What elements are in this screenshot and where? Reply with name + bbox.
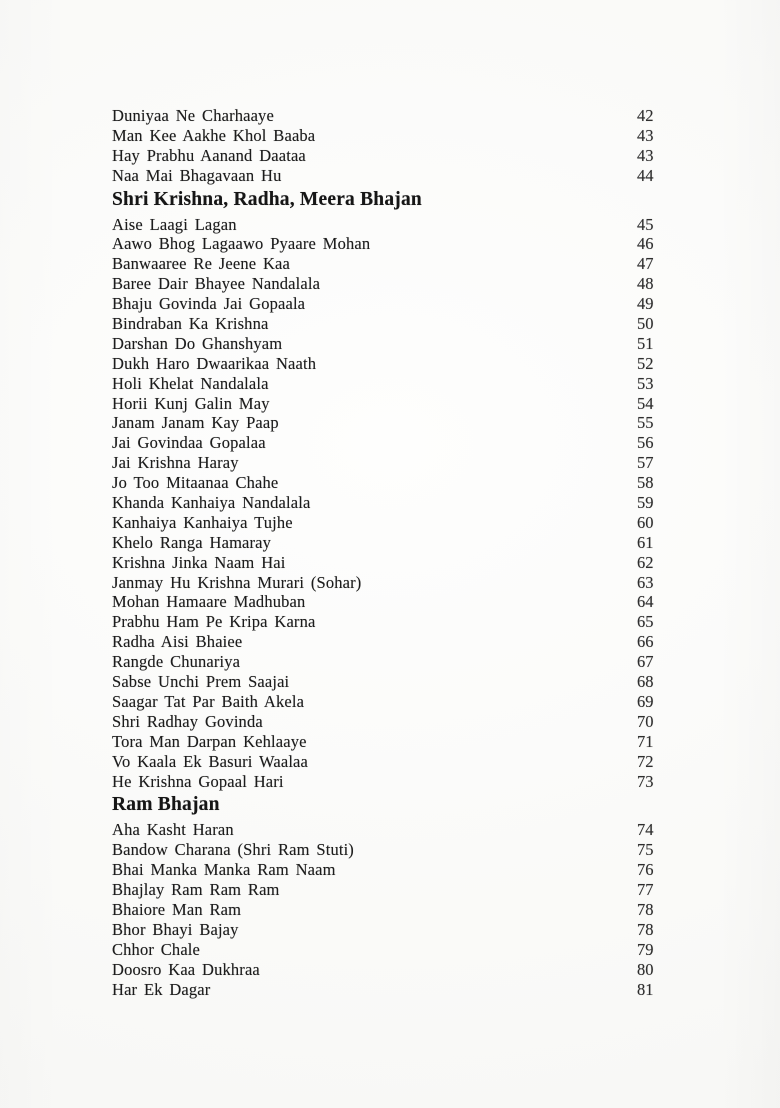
page-number: 55 xyxy=(637,413,654,433)
song-title: Darshan Do Ghanshyam xyxy=(112,333,283,353)
toc-entry xyxy=(112,146,692,166)
page-number: 47 xyxy=(637,254,654,274)
page-number: 62 xyxy=(637,552,654,572)
toc-entry xyxy=(112,166,692,186)
song-title: Saagar Tat Par Baith Akela xyxy=(112,691,305,711)
section-heading: Ram Bhajan xyxy=(112,794,220,816)
song-title: Banwaaree Re Jeene Kaa xyxy=(112,254,290,274)
toc-entry xyxy=(112,772,692,792)
song-title: Aawo Bhog Lagaawo Pyaare Mohan xyxy=(112,234,371,254)
page-number: 78 xyxy=(637,919,654,939)
toc-entry xyxy=(112,692,692,712)
song-title: Khelo Ranga Hamaray xyxy=(112,532,272,552)
song-title: Krishna Jinka Naam Hai xyxy=(112,552,286,572)
toc-entry xyxy=(112,672,692,692)
toc-entry xyxy=(112,234,692,254)
toc-entry xyxy=(112,334,692,354)
toc-entry xyxy=(112,752,692,772)
song-title: Duniyaa Ne Charhaaye xyxy=(112,106,274,125)
toc-entry xyxy=(112,880,692,900)
page-number: 60 xyxy=(637,512,654,532)
song-title: Aha Kasht Haran xyxy=(112,820,234,840)
toc-entry xyxy=(112,632,692,652)
page-number: 69 xyxy=(637,691,654,711)
page-number: 42 xyxy=(637,106,654,125)
page-number: 56 xyxy=(637,433,654,453)
page-number: 73 xyxy=(637,771,654,791)
toc-entry xyxy=(112,533,692,553)
toc-entry xyxy=(112,732,692,752)
page-number: 50 xyxy=(637,314,654,334)
toc-entry xyxy=(112,960,692,980)
page-number: 74 xyxy=(637,820,654,840)
song-title: Bhaju Govinda Jai Gopaala xyxy=(112,294,306,314)
page-number: 53 xyxy=(637,373,654,393)
song-title: Doosro Kaa Dukhraa xyxy=(112,959,260,979)
page-number: 54 xyxy=(637,393,654,413)
toc-entry xyxy=(112,553,692,573)
page-number: 43 xyxy=(637,125,654,145)
song-title: Khanda Kanhaiya Nandalala xyxy=(112,493,311,513)
toc-entry xyxy=(112,126,692,146)
song-title: Baree Dair Bhayee Nandalala xyxy=(112,274,321,294)
toc-entry xyxy=(112,106,692,126)
page-number: 65 xyxy=(637,612,654,632)
toc-entry xyxy=(112,860,692,880)
section-heading: Shri Krishna, Radha, Meera Bhajan xyxy=(112,188,422,210)
song-title: Naa Mai Bhagavaan Hu xyxy=(112,165,282,185)
page-number: 45 xyxy=(637,214,654,234)
toc-entry xyxy=(112,920,692,940)
song-title: Jo Too Mitaanaa Chahe xyxy=(112,473,279,493)
toc-entry xyxy=(112,354,692,374)
toc-entry xyxy=(112,413,692,433)
song-title: Har Ek Dagar xyxy=(112,979,211,999)
toc-entry xyxy=(112,652,692,672)
page-number: 61 xyxy=(637,532,654,552)
toc-entry xyxy=(112,592,692,612)
toc-entry xyxy=(112,374,692,394)
song-title: He Krishna Gopaal Hari xyxy=(112,771,284,791)
page-number: 57 xyxy=(637,453,654,473)
song-title: Sabse Unchi Prem Saajai xyxy=(112,672,290,692)
page-number: 81 xyxy=(637,979,654,999)
toc-entry xyxy=(112,712,692,732)
toc-entry xyxy=(112,980,692,1000)
song-title: Radha Aisi Bhaiee xyxy=(112,632,243,652)
page-number: 44 xyxy=(637,165,654,185)
toc-entry xyxy=(112,433,692,453)
song-title: Jai Govindaa Gopalaa xyxy=(112,433,266,453)
song-title: Man Kee Aakhe Khol Baaba xyxy=(112,125,316,145)
song-title: Prabhu Ham Pe Kripa Karna xyxy=(112,612,316,632)
page-number: 68 xyxy=(637,672,654,692)
toc-entry xyxy=(112,493,692,513)
page-number: 64 xyxy=(637,592,654,612)
toc-entry xyxy=(112,820,692,840)
page-number: 59 xyxy=(637,493,654,513)
page-number: 80 xyxy=(637,959,654,979)
page-number: 52 xyxy=(637,353,654,373)
page-number: 78 xyxy=(637,899,654,919)
song-title: Bandow Charana (Shri Ram Stuti) xyxy=(112,840,354,860)
toc-entry xyxy=(112,513,692,533)
song-title: Jai Krishna Haray xyxy=(112,453,239,473)
toc-entry xyxy=(112,254,692,274)
song-title: Shri Radhay Govinda xyxy=(112,711,263,731)
toc-entry xyxy=(112,394,692,414)
song-title: Janmay Hu Krishna Murari (Sohar) xyxy=(112,572,362,592)
table-of-contents xyxy=(112,106,692,999)
page-number: 66 xyxy=(637,632,654,652)
toc-entry xyxy=(112,294,692,314)
toc-entry xyxy=(112,900,692,920)
page-number: 58 xyxy=(637,473,654,493)
song-title: Dukh Haro Dwaarikaa Naath xyxy=(112,353,317,373)
song-title: Bhai Manka Manka Ram Naam xyxy=(112,860,336,880)
song-title: Bindraban Ka Krishna xyxy=(112,314,269,334)
song-title: Bhor Bhayi Bajay xyxy=(112,919,239,939)
page-number: 46 xyxy=(637,234,654,254)
toc-entry xyxy=(112,274,692,294)
page-number: 49 xyxy=(637,294,654,314)
page-number: 67 xyxy=(637,652,654,672)
song-title: Kanhaiya Kanhaiya Tujhe xyxy=(112,512,293,532)
page-number: 43 xyxy=(637,145,654,165)
page-number: 75 xyxy=(637,840,654,860)
toc-entry xyxy=(112,612,692,632)
page-number: 72 xyxy=(637,751,654,771)
page-number: 70 xyxy=(637,711,654,731)
song-title: Holi Khelat Nandalala xyxy=(112,373,269,393)
toc-entry xyxy=(112,453,692,473)
toc-entry xyxy=(112,840,692,860)
page-number: 77 xyxy=(637,880,654,900)
page-number: 71 xyxy=(637,731,654,751)
page-number: 48 xyxy=(637,274,654,294)
song-title: Horii Kunj Galin May xyxy=(112,393,270,413)
song-title: Janam Janam Kay Paap xyxy=(112,413,279,433)
song-title: Hay Prabhu Aanand Daataa xyxy=(112,145,306,165)
song-title: Tora Man Darpan Kehlaaye xyxy=(112,731,307,751)
toc-entry xyxy=(112,940,692,960)
page-number: 51 xyxy=(637,333,654,353)
toc-entry xyxy=(112,215,692,235)
song-title: Aise Laagi Lagan xyxy=(112,214,237,234)
song-title: Vo Kaala Ek Basuri Waalaa xyxy=(112,751,308,771)
page-number: 79 xyxy=(637,939,654,959)
song-title: Bhajlay Ram Ram Ram xyxy=(112,880,280,900)
page-number: 76 xyxy=(637,860,654,880)
song-title: Mohan Hamaare Madhuban xyxy=(112,592,306,612)
toc-entry xyxy=(112,314,692,334)
toc-entry xyxy=(112,473,692,493)
toc-entry xyxy=(112,573,692,593)
song-title: Chhor Chale xyxy=(112,939,201,959)
page-number: 63 xyxy=(637,572,654,592)
song-title: Rangde Chunariya xyxy=(112,652,241,672)
song-title: Bhaiore Man Ram xyxy=(112,899,242,919)
